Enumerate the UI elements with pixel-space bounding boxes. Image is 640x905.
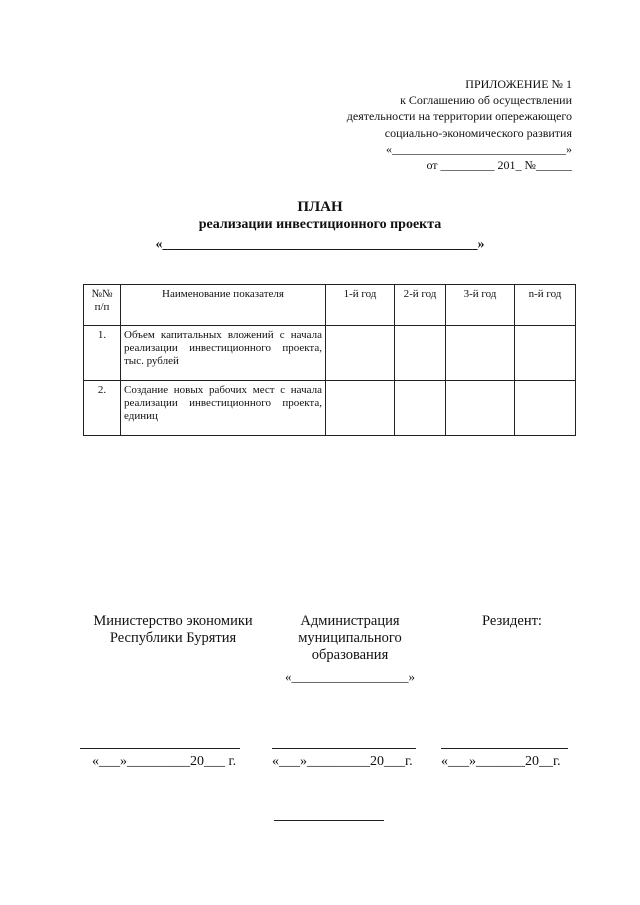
cell-year-2	[395, 326, 446, 381]
header-indicator: Наименование показателя	[121, 285, 326, 326]
administration-quote-blank: «__________________»	[285, 669, 415, 684]
header-year-2: 2-й год	[395, 285, 446, 326]
document-title: ПЛАН	[297, 199, 343, 215]
appendix-date-line: от _________ 201_ №______	[426, 158, 572, 173]
signatory-ministry: Министерство экономики Республики Бурятия	[93, 613, 253, 646]
cell-year-1	[326, 381, 395, 436]
header-year-1: 1-й год	[326, 285, 395, 326]
table-header-row	[84, 285, 576, 326]
cell-year-n	[515, 326, 576, 381]
header-num: №№ п/п	[84, 285, 121, 326]
appendix-line: деятельности на территории опережающего	[346, 109, 572, 124]
plan-table	[83, 284, 576, 436]
cell-year-1	[326, 326, 395, 381]
signature-line-resident	[441, 748, 568, 749]
header-year-3: 3-й год	[446, 285, 515, 326]
document-subtitle: реализации инвестиционного проекта	[198, 217, 442, 232]
cell-year-3	[446, 381, 515, 436]
row-num: 2.	[84, 381, 121, 436]
table-row	[84, 326, 576, 381]
cell-year-n	[515, 381, 576, 436]
date-field-ministry: «___»_________20___ г.	[92, 754, 237, 769]
row-indicator: Объем капитальных вложений с начала реализации инвестиционного проекта, тыс. рублей	[121, 326, 326, 381]
bottom-blank-line	[274, 820, 384, 821]
signatory-resident: Резидент:	[482, 613, 542, 629]
signatory-administration	[268, 613, 432, 685]
document-title-block	[0, 198, 640, 256]
appendix-line: к Соглашению об осуществлении	[400, 93, 572, 108]
appendix-header	[347, 76, 572, 173]
header-year-n: n-й год	[515, 285, 576, 326]
signature-line-ministry	[80, 748, 240, 749]
cell-year-3	[446, 326, 515, 381]
date-field-resident: «___»_______20__г.	[441, 754, 561, 769]
appendix-line: «_____________________________»	[386, 141, 572, 156]
signature-line-administration	[272, 748, 416, 749]
row-indicator: Создание новых рабочих мест с начала реализации инвестиционного проекта, единиц	[121, 381, 326, 436]
administration-name: Администрация муниципального образования	[298, 613, 402, 663]
table-row	[84, 381, 576, 436]
date-field-administration: «___»_________20___г.	[272, 754, 413, 769]
appendix-title: ПРИЛОЖЕНИЕ № 1	[465, 77, 572, 91]
cell-year-2	[395, 381, 446, 436]
row-num: 1.	[84, 326, 121, 381]
appendix-line: социально-экономического развития	[384, 125, 572, 140]
project-name-blank: «_____________________________________________»	[155, 237, 485, 252]
